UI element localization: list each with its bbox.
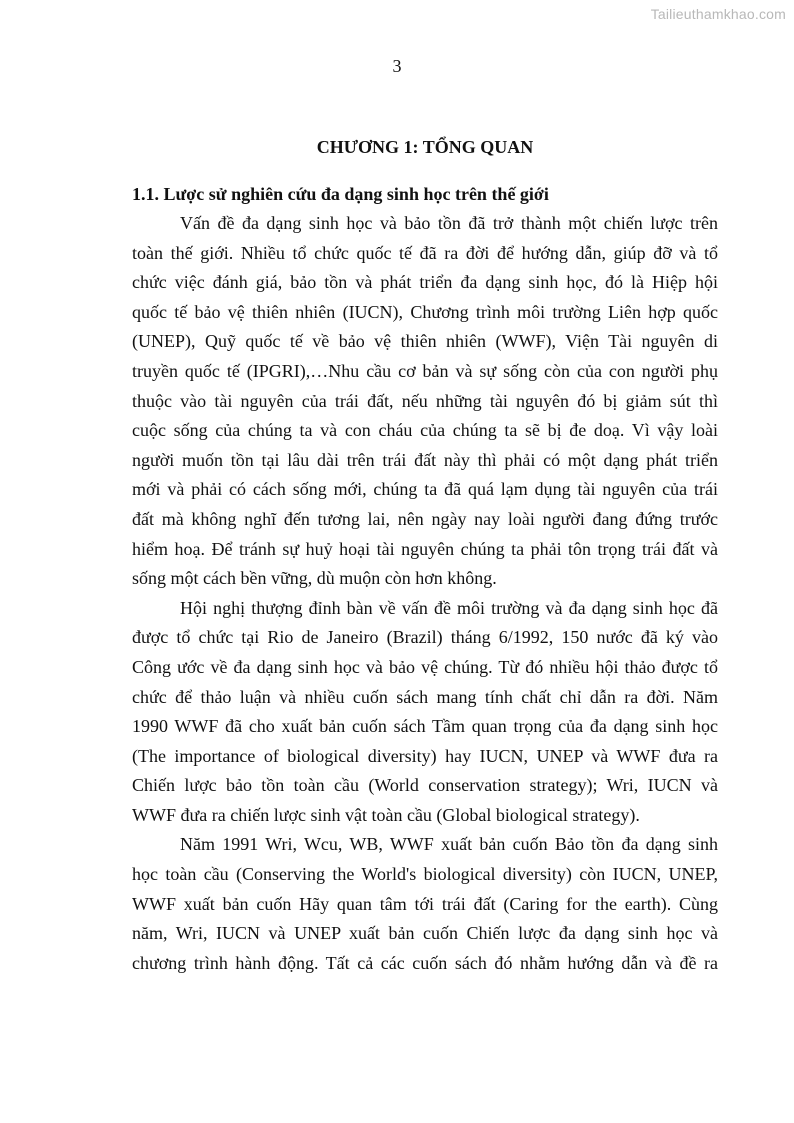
text-line: được tổ chức tại Rio de Janeiro (Brazil) tháng 6/1992, 150 nước đã ký vào (132, 627, 718, 648)
text-line: sống một cách bền vững, dù muộn còn hơn không. (132, 568, 497, 589)
text-line: chương trình hành động. Tất cả các cuốn sách đó nhằm hướng dẫn và đề ra (132, 952, 718, 973)
watermark: Tailieuthamkhao.com (650, 6, 786, 22)
text-line: (UNEP), Quỹ quốc tế về bảo vệ thiên nhiên (WWF), Viện Tài nguyên di (132, 331, 718, 352)
text-line: năm, Wri, IUCN và UNEP xuất bản cuốn Chiến lược đa dạng sinh học và (132, 923, 718, 944)
text-line: WWF xuất bản cuốn Hãy quan tâm tới trái đất (Caring for the earth). Cùng (132, 893, 718, 914)
text-line: hiểm hoạ. Để tránh sự huỷ hoại tài nguyên chúng ta phải tôn trọng trái đất và (132, 538, 718, 559)
paragraph-1 (132, 209, 718, 594)
text-line: Chiến lược bảo tồn toàn cầu (World conservation strategy); Wri, IUCN và (132, 775, 718, 796)
text-line: cuộc sống của chúng ta và con cháu của chúng ta sẽ bị đe doạ. Vì vậy loài (132, 420, 718, 441)
text-line: toàn thế giới. Nhiều tổ chức quốc tế đã ra đời để hướng dẫn, giúp đỡ và tổ (132, 242, 718, 263)
text-line: mới và phải có cách sống mới, chúng ta đã quá lạm dụng tài nguyên của trái (132, 479, 718, 500)
text-line: chức để thảo luận và nhiều cuốn sách mang tính chất chỉ dẫn ra đời. Năm (132, 686, 718, 707)
paragraph-2 (132, 594, 718, 831)
text-line: thuộc vào tài nguyên của trái đất, nếu những tài nguyên đó bị giảm sút thì (132, 390, 718, 411)
paragraph-3 (132, 830, 718, 978)
text-line: (The importance of biological diversity) hay IUCN, UNEP và WWF đưa ra (132, 745, 718, 766)
text-line: truyền quốc tế (IPGRI),…Nhu cầu cơ bản và sự sống còn của con người phụ (132, 360, 718, 381)
text-line: Vấn đề đa dạng sinh học và bảo tồn đã trở thành một chiến lược trên (180, 213, 718, 233)
text-line: Hội nghị thượng đỉnh bàn về vấn đề môi trường và đa dạng sinh học đã (180, 597, 718, 618)
chapter-title: CHƯƠNG 1: TỔNG QUAN (316, 137, 534, 157)
text-line: Năm 1991 Wri, Wcu, WB, WWF xuất bản cuốn Bảo tồn đa dạng sinh (180, 834, 718, 855)
text-line: WWF đưa ra chiến lược sinh vật toàn cầu (Global biological strategy). (132, 804, 640, 825)
text-line: quốc tế bảo vệ thiên nhiên (IUCN), Chương trình môi trường Liên hợp quốc (132, 301, 718, 322)
document-body (132, 132, 718, 978)
text-line: Công ước về đa dạng sinh học và bảo vệ chúng. Từ đó nhiều hội thảo được tổ (132, 656, 718, 677)
text-line: đất mà không nghĩ đến tương lai, nên ngày nay loài người đang đứng trước (132, 508, 718, 529)
section-title: 1.1. Lược sử nghiên cứu đa dạng sinh học trên thế giới (132, 184, 549, 204)
text-line: học toàn cầu (Conserving the World's biological diversity) còn IUCN, UNEP, (132, 864, 718, 885)
text-line: 1990 WWF đã cho xuất bản cuốn sách Tầm quan trọng của đa dạng sinh học (132, 716, 718, 737)
page-number: 3 (392, 56, 402, 76)
text-line: chức việc đánh giá, bảo tồn và phát triển đa dạng sinh học, đó là Hiệp hội (132, 272, 718, 293)
text-line: người muốn tồn tại lâu dài trên trái đất này thì phải có một dạng phát triển (132, 449, 718, 470)
